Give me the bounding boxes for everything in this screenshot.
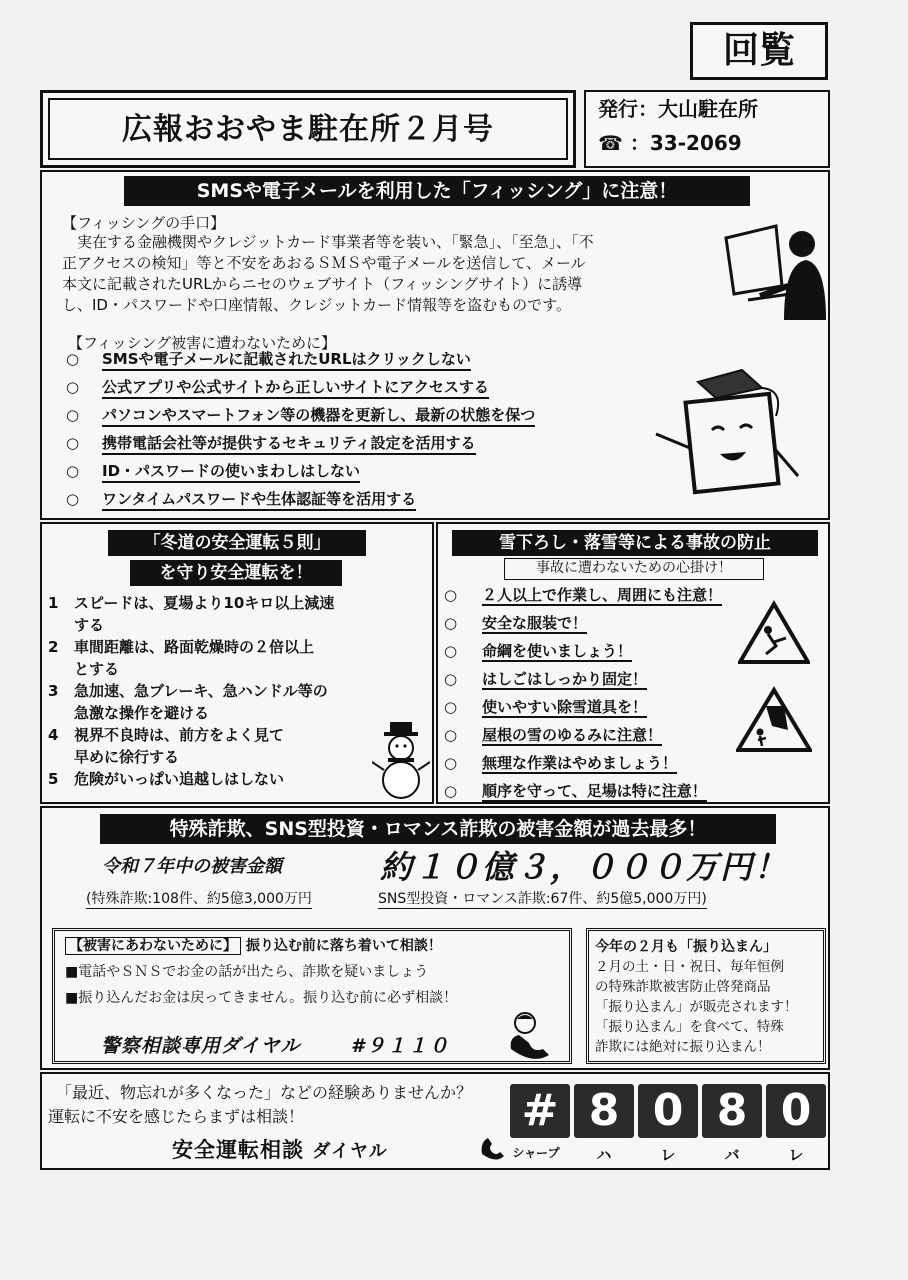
winter-driving-title: 「冬道の安全運転５則」 bbox=[108, 530, 366, 556]
furikomi-box bbox=[586, 928, 826, 1064]
snow-tip: ○ 順序を守って、足場は特に注意！ bbox=[444, 782, 707, 800]
dial-kana: レ bbox=[788, 1146, 804, 1164]
furikomi-line: ２月の土・日・祝日、毎年恒例 bbox=[595, 959, 784, 975]
kairan-stamp: 回覧 bbox=[690, 22, 828, 80]
issuer-phone: ☎ ：33-2069 bbox=[598, 131, 742, 155]
phishing-section bbox=[40, 170, 830, 520]
consultation-prompt: 運転に不安を感じたらまずは相談！ bbox=[48, 1107, 305, 1126]
winter-rule: 3 急加速、急ブレーキ、急ハンドル等の 急激な操作を避ける bbox=[48, 682, 328, 722]
phishing-tip: ○ SMSや電子メールに記載されたURLはクリックしない bbox=[66, 348, 471, 369]
furikomi-title: 今年の２月も「振り込まん」 bbox=[595, 939, 777, 955]
dial-digit: 8 bbox=[574, 1084, 634, 1138]
fraud-avoid-heading-rest: 振り込む前に落ち着いて相談！ bbox=[245, 938, 442, 954]
fraud-avoid-box bbox=[52, 928, 572, 1064]
issuer-name: 発行：大山駐在所 bbox=[598, 97, 758, 121]
falling-warning-icon bbox=[738, 600, 810, 666]
phone-icon: ☎ bbox=[598, 131, 623, 155]
fraud-breakdown-sns: SNS型投資・ロマンス詐欺:67件、約5億5,000万円) bbox=[378, 888, 707, 909]
snow-tip: ○ はしごはしっかり固定！ bbox=[444, 670, 648, 688]
snow-tip: ○ 無理な作業はやめましょう！ bbox=[444, 754, 678, 772]
phishing-tip: ○ 携帯電話会社等が提供するセキュリティ設定を活用する bbox=[66, 432, 476, 453]
snow-tip: ○ 安全な服装で！ bbox=[444, 614, 588, 632]
dial-kana: バ bbox=[724, 1146, 740, 1164]
snow-tip: ○ 屋根の雪のゆるみに注意！ bbox=[444, 726, 663, 744]
winter-rule: 5 危険がいっぱい追越しはしない bbox=[48, 770, 285, 788]
fraud-year-label: 令和７年中の被害金額 bbox=[102, 856, 282, 877]
phishing-prevention-heading: 【フィッシング被害に遭わないために】 bbox=[68, 334, 337, 352]
telephone-icon bbox=[503, 1009, 555, 1059]
fraud-amount: 約１０億３，０００万円！ bbox=[380, 848, 789, 886]
fraud-avoid-bullet: ■振り込んだお金は戻ってきません。振り込む前に必ず相談！ bbox=[65, 990, 458, 1006]
roof-snow-warning-icon bbox=[736, 686, 812, 754]
issuer-box bbox=[584, 90, 830, 168]
fraud-title: 特殊詐欺、SNS型投資・ロマンス詐欺の被害金額が過去最多！ bbox=[100, 814, 776, 844]
winter-rule: 4 視界不良時は、前方をよく見て 早めに徐行する bbox=[48, 726, 285, 766]
snow-accident-section bbox=[436, 522, 830, 804]
winter-rule: 1 スピードは、夏場より10キロ以上減速 する bbox=[48, 594, 335, 634]
snow-accident-title: 雪下ろし・落雪等による事故の防止 bbox=[452, 530, 818, 556]
computer-user-icon bbox=[718, 224, 828, 324]
furikomi-line: 「振り込まん」を食べて、特殊 bbox=[595, 1019, 784, 1035]
dial-kana: ハ bbox=[596, 1146, 612, 1164]
police-dial-number: #９１１０ bbox=[351, 1035, 451, 1057]
fraud-avoid-heading: 【被害にあわないために】 bbox=[65, 937, 241, 955]
forgetfulness-question: 「最近、物忘れが多くなった」などの経験ありませんか？ bbox=[56, 1083, 473, 1102]
dial-digit: # bbox=[510, 1084, 570, 1138]
winter-driving-section bbox=[40, 522, 434, 804]
fraud-breakdown-special: (特殊詐欺:108件、約5億3,000万円 bbox=[86, 888, 312, 909]
snow-tip: ○ 使いやすい除雪道具を！ bbox=[444, 698, 648, 716]
dial-digit: 8 bbox=[702, 1084, 762, 1138]
phone-handset-icon bbox=[478, 1132, 508, 1162]
furikomi-line: 詐欺には絶対に振り込まん！ bbox=[595, 1039, 771, 1055]
snow-tip: ○ ２人以上で作業し、周囲にも注意！ bbox=[444, 586, 723, 604]
furikomi-line: の特殊詐欺被害防止啓発商品 bbox=[595, 979, 771, 995]
phishing-tip: ○ ID・パスワードの使いまわしはしない bbox=[66, 460, 360, 481]
driving-consultation-section bbox=[40, 1072, 830, 1170]
dial-kana: シャープ bbox=[512, 1146, 560, 1160]
phishing-tip: ○ 公式アプリや公式サイトから正しいサイトにアクセスする bbox=[66, 376, 489, 397]
phishing-description: 実在する金融機関やクレジットカード事業者等を装い、「緊急」、「至急」、「不 正アクセスの検知」等と不安をあおるＳＭＳや電子メールを送信して、メール 本文に記載されたURLからニセのウェブサイト（フィッシングサイト）に誘導 し、ID・パスワードや口座情報、クレジットカード情報等を盗むものです。 bbox=[62, 233, 594, 314]
snow-tip: ○ 命綱を使いましょう！ bbox=[444, 642, 633, 660]
police-dial-label: 警察相談専用ダイヤル bbox=[101, 1035, 301, 1057]
phishing-tip: ○ ワンタイムパスワードや生体認証等を活用する bbox=[66, 488, 416, 509]
phishing-title: SMSや電子メールを利用した「フィッシング」に注意！ bbox=[124, 176, 750, 206]
furikomi-line: 「振り込まん」が販売されます！ bbox=[595, 999, 798, 1015]
safe-driving-dial-label: 安全運転相談 ダイヤル bbox=[172, 1138, 388, 1162]
mascot-icon bbox=[650, 368, 800, 502]
fraud-avoid-bullet: ■電話やＳＮＳでお金の話が出たら、詐欺を疑いましょう bbox=[65, 964, 429, 980]
phishing-tip: ○ パソコンやスマートフォン等の機器を更新し、最新の状態を保つ bbox=[66, 404, 535, 425]
fraud-section bbox=[40, 806, 830, 1070]
snow-accident-subtitle: 事故に遭わないための心掛け！ bbox=[504, 558, 764, 580]
dial-digit: 0 bbox=[638, 1084, 698, 1138]
newsletter-title: 広報おおやま駐在所２月号 bbox=[48, 98, 568, 160]
newsletter-title-box bbox=[40, 90, 576, 168]
phishing-method-heading: 【フィッシングの手口】 bbox=[62, 214, 226, 232]
winter-driving-subtitle: を守り安全運転を！ bbox=[130, 560, 342, 586]
dial-digit: 0 bbox=[766, 1084, 826, 1138]
winter-rule: 2 車間距離は、路面乾燥時の２倍以上 とする bbox=[48, 638, 315, 678]
dial-kana: レ bbox=[660, 1146, 676, 1164]
snowman-icon bbox=[372, 720, 430, 800]
